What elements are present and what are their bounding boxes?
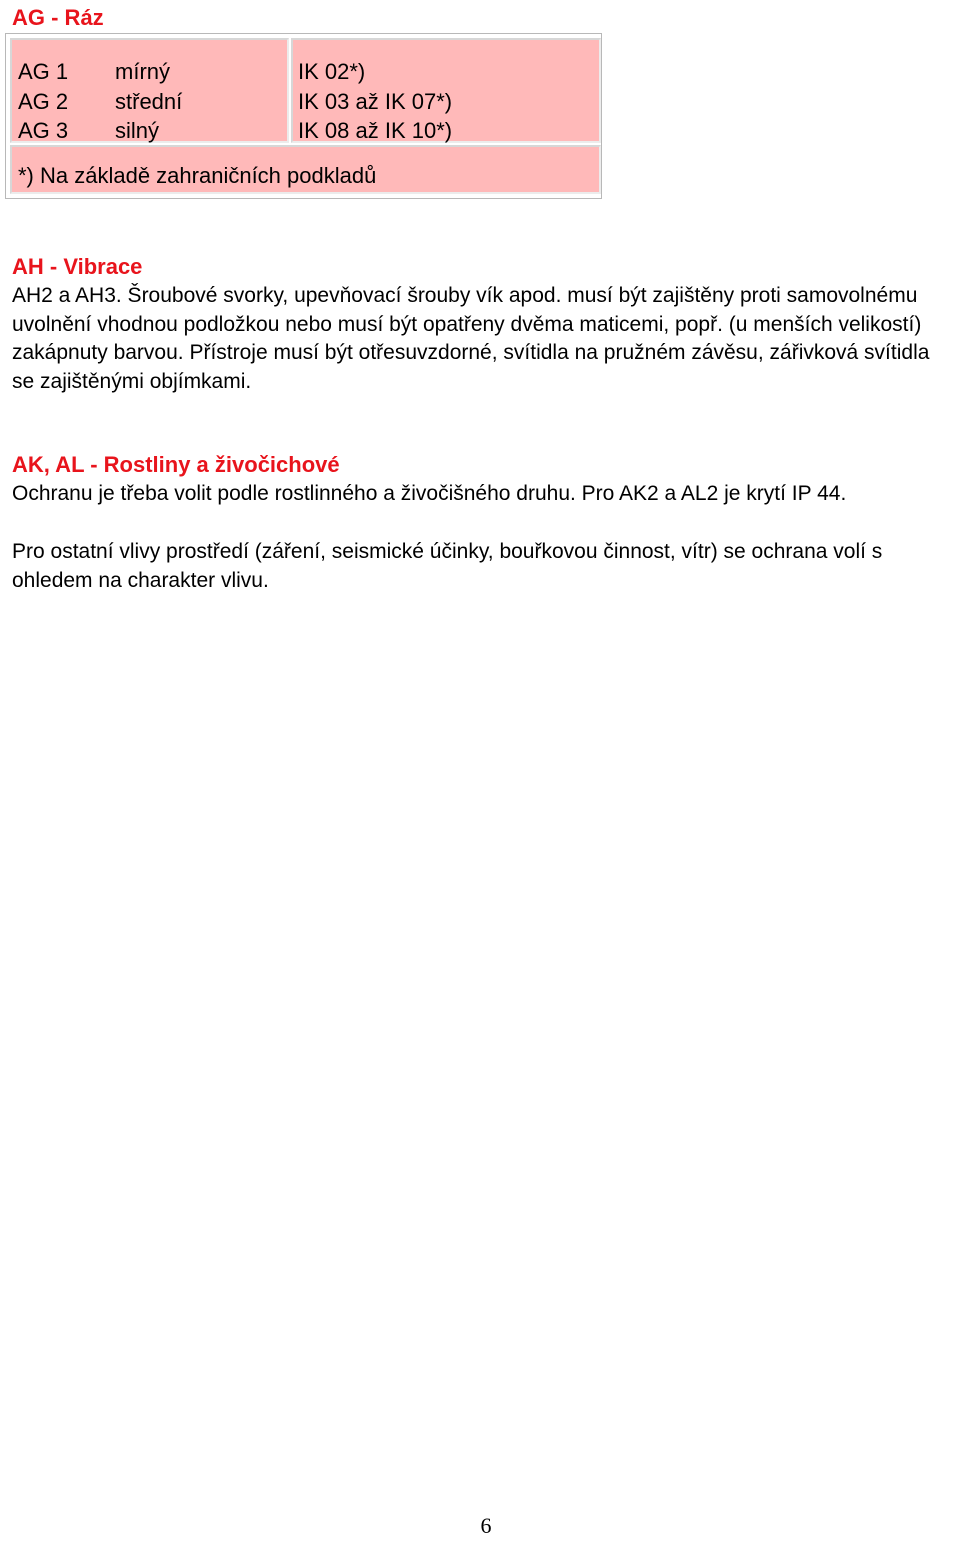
section-heading-ah: AH - Vibrace xyxy=(12,254,143,279)
ik-code: IK 02*) xyxy=(298,59,366,84)
table-footnote: *) Na základě zahraničních podkladů xyxy=(18,163,377,188)
ostatni-vlivy-paragraph: Pro ostatní vlivy prostředí (záření, seismické účinky, bouřkovou činnost, vítr) se ochrana volí s ohledem na charakter vlivu. xyxy=(12,540,883,592)
rostliny-paragraph: Ochranu je třeba volit podle rostlinného a živočišného druhu. Pro AK2 a AL2 je krytí IP 44. xyxy=(12,482,847,505)
level-severity: střední xyxy=(115,88,183,114)
level-code: AG 1 xyxy=(18,59,69,84)
ik-code: IK 03 až IK 07*) xyxy=(298,88,453,114)
level-code: AG 3 xyxy=(18,118,69,143)
ik-code: IK 08 až IK 10*) xyxy=(298,118,453,143)
page-number: 6 xyxy=(480,1513,492,1538)
vibrace-paragraph: AH2 a AH3. Šroubové svorky, upevňovací šrouby vík apod. musí být zajištěny proti samovolnému uvolnění vhodnou podložkou nebo musí být opatřeny dvěma maticemi, popř. (u menších velikostí) zakápnuty barvou. Přístroje musí být otřesuvzdorné, svítidla na pružném závěsu, zářivková svítidla se zajištěnými objímkami. xyxy=(12,284,930,394)
section-heading-ag: AG - Ráz xyxy=(12,5,104,30)
level-code: AG 2 xyxy=(18,88,69,114)
table-cell-levels xyxy=(10,38,289,143)
section-heading-ak-al: AK, AL - Rostliny a živočichové xyxy=(12,452,340,477)
table-cell-note xyxy=(10,145,601,194)
level-severity: silný xyxy=(115,118,160,143)
table-cell-ik-codes xyxy=(291,38,601,143)
level-severity: mírný xyxy=(115,59,170,84)
shock-levels-table xyxy=(5,33,602,199)
